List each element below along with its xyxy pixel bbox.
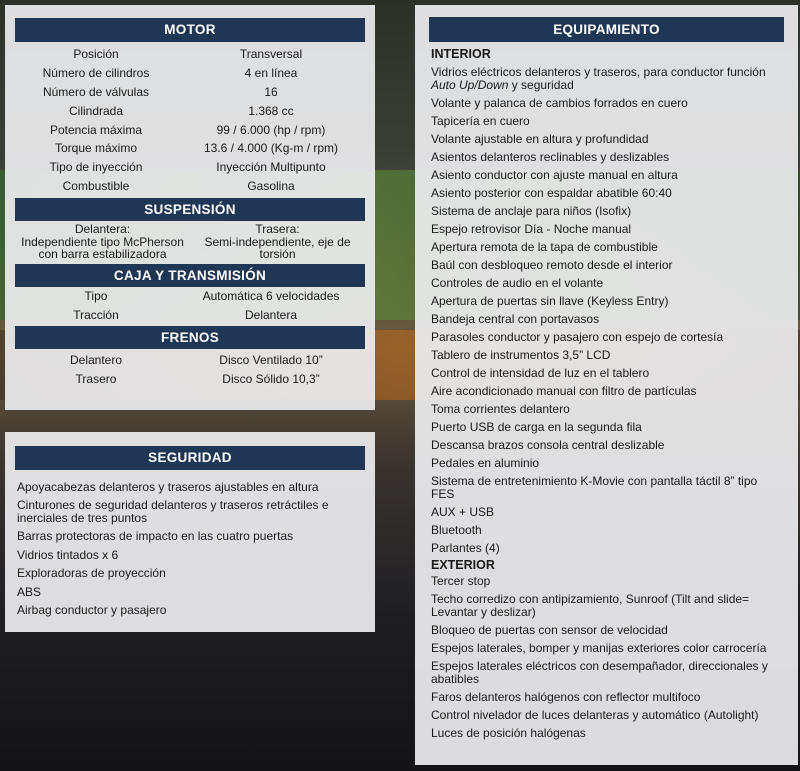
equipment-item: Parasoles conductor y pasajero con espejo de cortesía xyxy=(431,329,724,344)
equipment-item-emphasis: Auto Up/Down xyxy=(431,77,509,92)
spec-row xyxy=(15,83,365,102)
security-header xyxy=(15,446,365,470)
spec-label: Posición xyxy=(73,47,119,62)
spec-value: Delantera xyxy=(244,308,298,323)
spec-row xyxy=(15,369,365,388)
spec-row xyxy=(15,101,365,120)
spec-label: Número de cilindros xyxy=(42,66,150,81)
spec-value: Inyección Multipunto xyxy=(216,160,326,175)
equipment-list xyxy=(431,42,782,742)
equipment-item: Asiento posterior con espaldar abatible 60:40 xyxy=(431,185,672,200)
spec-label: Combustible xyxy=(62,178,130,193)
security-title: SEGURIDAD xyxy=(148,450,232,465)
equipment-item: Asiento conductor con ajuste manual en altura xyxy=(431,167,678,182)
equipment-item: Espejos laterales, bomper y manijas exteriores color carrocería xyxy=(431,640,767,655)
spec-row xyxy=(15,177,365,196)
transmission-header xyxy=(15,264,365,287)
spec-label: Torque máximo xyxy=(54,141,138,156)
equipment-item: Volante ajustable en altura y profundidad xyxy=(431,131,649,146)
equipment-item: Aire acondicionado manual con filtro de partículas xyxy=(431,383,697,398)
spec-label: Tracción xyxy=(73,308,119,323)
spec-value: 16 xyxy=(264,84,278,99)
security-panel xyxy=(5,432,375,632)
spec-value: Transversal xyxy=(239,47,303,62)
equipment-item: Espejos laterales eléctricos con desempañador, direccionales y abatibles xyxy=(431,658,768,686)
brakes-rows xyxy=(15,349,365,388)
spec-row xyxy=(15,350,365,369)
suspension-rear: Trasera: Semi-independiente, eje de torsión xyxy=(204,222,351,262)
equipment-item: Descansa brazos consola central deslizable xyxy=(431,437,665,452)
spec-label: Cilindrada xyxy=(68,103,124,118)
equipment-header xyxy=(429,17,784,42)
equipment-item: Control de intensidad de luz en el tablero xyxy=(431,365,650,380)
security-list xyxy=(15,470,365,620)
equipment-item: Apertura remota de la tapa de combustible xyxy=(431,239,658,254)
exterior-subtitle: EXTERIOR xyxy=(431,558,495,572)
motor-header xyxy=(15,18,365,42)
suspension-header xyxy=(15,198,365,221)
equipment-item: Tapicería en cuero xyxy=(431,113,530,128)
equipment-item: AUX + USB xyxy=(431,504,495,519)
equipment-item: Bandeja central con portavasos xyxy=(431,311,600,326)
spec-row xyxy=(15,45,365,64)
transmission-title: CAJA Y TRANSMISIÓN xyxy=(113,267,267,283)
spec-row xyxy=(15,287,365,306)
suspension-front: Delantera: Independiente tipo McPherson con barra estabilizadora xyxy=(21,222,184,262)
equipment-item: Controles de audio en el volante xyxy=(431,275,604,290)
transmission-rows xyxy=(15,287,365,325)
equipment-item: Bloqueo de puertas con sensor de velocidad xyxy=(431,622,668,637)
spec-row xyxy=(15,306,365,325)
equipment-item: Faros delanteros halógenos con reflector multifoco xyxy=(431,689,701,704)
equipment-item: Sistema de anclaje para niños (Isofix) xyxy=(431,203,632,218)
equipment-item: Espejo retrovisor Día - Noche manual xyxy=(431,221,632,236)
equipment-item: Techo corredizo con antipizamiento, Sunroof (Tilt and slide= Levantar y deslizar) xyxy=(431,591,750,619)
spec-row xyxy=(15,139,365,158)
equipment-item: Bluetooth xyxy=(431,522,482,537)
spec-value: 1.368 cc xyxy=(248,103,294,118)
security-item: Apoyacabezas delanteros y traseros ajustables en altura xyxy=(17,479,319,494)
security-item: Airbag conductor y pasajero xyxy=(17,602,167,617)
equipment-item: Baúl con desbloqueo remoto desde el interior xyxy=(431,257,673,272)
motor-rows xyxy=(15,42,365,195)
suspension-details xyxy=(15,221,365,264)
spec-label: Potencia máxima xyxy=(49,122,143,137)
equipment-item: Parlantes (4) xyxy=(431,540,500,555)
brakes-title: FRENOS xyxy=(160,330,220,346)
security-item: Vidrios tintados x 6 xyxy=(17,547,119,562)
spec-row xyxy=(15,158,365,177)
equipment-item: Tercer stop xyxy=(431,573,491,588)
spec-value: Gasolina xyxy=(247,178,295,193)
spec-label: Trasero xyxy=(75,371,117,386)
equipment-item-text: Vidrios eléctricos delanteros y traseros, para conductor función xyxy=(431,64,766,79)
equipment-item xyxy=(431,63,782,94)
spec-label: Delantero xyxy=(69,352,123,367)
spec-value: Disco Sólido 10,3” xyxy=(222,371,320,386)
specs-panel xyxy=(5,5,375,410)
equipment-item: Apertura de puertas sin llave (Keyless Entry) xyxy=(431,293,669,308)
equipment-item: Luces de posición halógenas xyxy=(431,725,586,740)
spec-value: Automática 6 velocidades xyxy=(202,289,340,304)
equipment-item: Volante y palanca de cambios forrados en cuero xyxy=(431,95,688,110)
spec-value: 4 en línea xyxy=(244,66,298,81)
equipment-item: Control nivelador de luces delanteras y automático (Autolight) xyxy=(431,707,759,722)
security-item: Cinturones de seguridad delanteros y traseros retráctiles e inerciales de tres puntos xyxy=(17,498,329,526)
equipment-item: Pedales en aluminio xyxy=(431,455,540,470)
motor-title: MOTOR xyxy=(164,22,216,37)
brakes-header xyxy=(15,326,365,349)
security-item: Barras protectoras de impacto en las cuatro puertas xyxy=(17,529,294,544)
equipment-title: EQUIPAMIENTO xyxy=(553,22,660,37)
suspension-title: SUSPENSIÓN xyxy=(144,202,236,218)
spec-label: Tipo xyxy=(84,289,108,304)
equipment-item-text: y seguridad xyxy=(508,77,574,92)
equipment-item: Puerto USB de carga en la segunda fila xyxy=(431,419,642,434)
security-item: ABS xyxy=(17,584,42,599)
interior-subtitle: INTERIOR xyxy=(431,47,491,61)
equipment-item: Sistema de entretenimiento K-Movie con pantalla táctil 8” tipo FES xyxy=(431,473,758,501)
spec-row xyxy=(15,120,365,139)
equipment-item: Tablero de instrumentos 3,5” LCD xyxy=(431,347,611,362)
spec-value: 99 / 6.000 (hp / rpm) xyxy=(216,122,326,137)
spec-value: 13.6 / 4.000 (Kg-m / rpm) xyxy=(203,141,339,156)
spec-row xyxy=(15,64,365,83)
spec-label: Número de válvulas xyxy=(42,84,150,99)
security-item: Exploradoras de proyección xyxy=(17,566,166,581)
equipment-item: Asientos delanteros reclinables y deslizables xyxy=(431,149,670,164)
equipment-item: Toma corrientes delantero xyxy=(431,401,570,416)
spec-label: Tipo de inyección xyxy=(49,160,143,175)
spec-value: Disco Ventilado 10” xyxy=(219,352,323,367)
equipment-panel xyxy=(415,5,798,765)
